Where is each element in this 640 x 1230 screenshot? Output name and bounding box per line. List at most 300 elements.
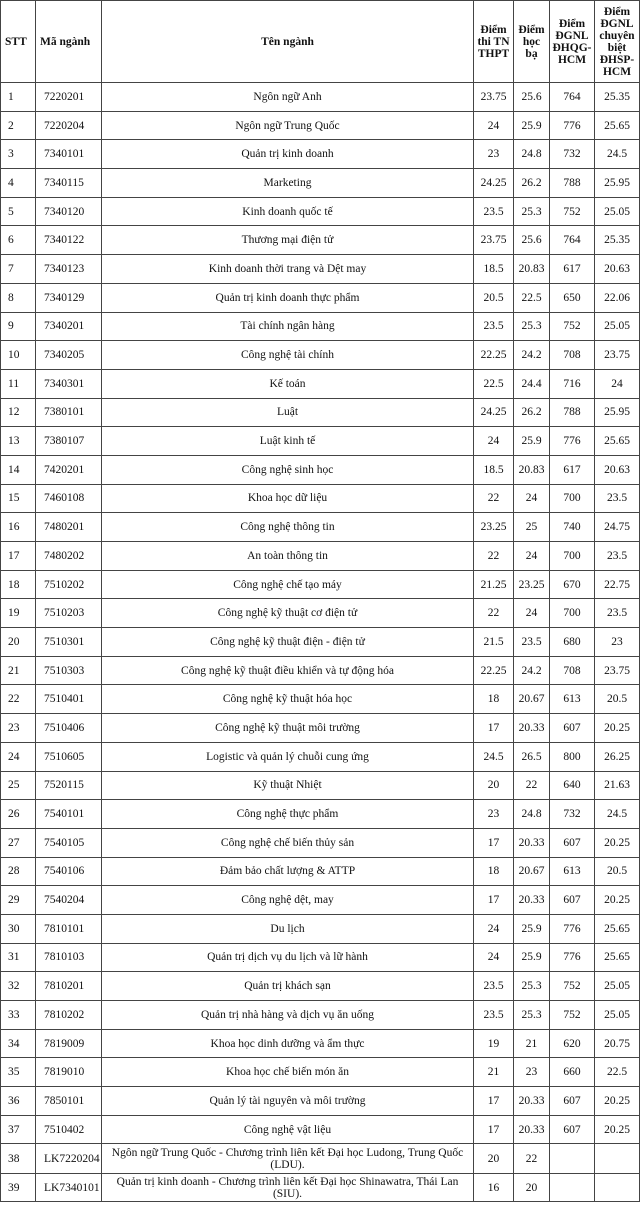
cell-code: 7340120 — [36, 197, 102, 226]
cell-name: Quản trị kinh doanh - Chương trình liên kết Đại học Shinawatra, Thái Lan (SIU). — [102, 1174, 474, 1202]
cell-hocba: 20.83 — [514, 255, 550, 284]
cell-stt: 36 — [1, 1087, 36, 1116]
cell-dgnl-dhsp: 25.05 — [595, 197, 640, 226]
cell-stt: 33 — [1, 1001, 36, 1030]
cell-dgnl-dhqg: 607 — [550, 1115, 595, 1144]
header-dgnl-dhqg: Điểm ĐGNL ĐHQG-HCM — [550, 1, 595, 83]
cell-dgnl-dhqg: 617 — [550, 255, 595, 284]
cell-name: Công nghệ thông tin — [102, 513, 474, 542]
table-row — [1, 283, 640, 312]
cell-name: Ngôn ngữ Trung Quốc - Chương trình liên kết Đại học Ludong, Trung Quốc (LDU). — [102, 1144, 474, 1174]
cell-dgnl-dhqg: 732 — [550, 140, 595, 169]
cell-stt: 16 — [1, 513, 36, 542]
cell-name: Công nghệ chế biến thủy sản — [102, 828, 474, 857]
cell-thpt: 22.5 — [474, 369, 514, 398]
table-row — [1, 542, 640, 571]
cell-dgnl-dhqg: 650 — [550, 283, 595, 312]
cell-stt: 26 — [1, 800, 36, 829]
cell-dgnl-dhsp — [595, 1144, 640, 1174]
header-stt: STT — [1, 1, 36, 83]
cell-code: 7340301 — [36, 369, 102, 398]
cell-name: Luật kinh tế — [102, 427, 474, 456]
cell-thpt: 17 — [474, 714, 514, 743]
table-row — [1, 169, 640, 198]
cell-stt: 25 — [1, 771, 36, 800]
cell-stt: 4 — [1, 169, 36, 198]
cell-code: 7510303 — [36, 656, 102, 685]
cell-stt: 28 — [1, 857, 36, 886]
cell-name: An toàn thông tin — [102, 542, 474, 571]
cell-name: Thương mại điện tử — [102, 226, 474, 255]
cell-hocba: 20.33 — [514, 828, 550, 857]
table-row — [1, 312, 640, 341]
cell-thpt: 18 — [474, 685, 514, 714]
cell-dgnl-dhqg: 752 — [550, 972, 595, 1001]
cell-dgnl-dhqg: 617 — [550, 455, 595, 484]
cell-thpt: 24 — [474, 111, 514, 140]
cell-thpt: 18.5 — [474, 255, 514, 284]
cell-code: 7520115 — [36, 771, 102, 800]
table-row — [1, 111, 640, 140]
table-row — [1, 1144, 640, 1174]
cell-dgnl-dhsp: 25.65 — [595, 914, 640, 943]
cell-name: Đảm bảo chất lượng & ATTP — [102, 857, 474, 886]
cell-code: 7810101 — [36, 914, 102, 943]
cell-hocba: 25.3 — [514, 312, 550, 341]
header-dgnl-dhsp: Điểm ĐGNL chuyên biệt ĐHSP-HCM — [595, 1, 640, 83]
cell-dgnl-dhsp: 21.63 — [595, 771, 640, 800]
cell-hocba: 26.2 — [514, 398, 550, 427]
cell-name: Quản trị khách sạn — [102, 972, 474, 1001]
cell-name: Quản trị kinh doanh thực phẩm — [102, 283, 474, 312]
cell-dgnl-dhqg: 788 — [550, 398, 595, 427]
cell-thpt: 22.25 — [474, 656, 514, 685]
cell-dgnl-dhsp: 23.5 — [595, 484, 640, 513]
cell-name: Quản trị nhà hàng và dịch vụ ăn uống — [102, 1001, 474, 1030]
cell-code: 7810202 — [36, 1001, 102, 1030]
table-header — [1, 1, 640, 83]
cell-code: 7850101 — [36, 1087, 102, 1116]
cell-code: 7340101 — [36, 140, 102, 169]
cell-dgnl-dhqg: 613 — [550, 685, 595, 714]
table-row — [1, 1174, 640, 1202]
table-row — [1, 857, 640, 886]
cell-name: Kinh doanh quốc tế — [102, 197, 474, 226]
cell-dgnl-dhsp: 26.25 — [595, 742, 640, 771]
cell-dgnl-dhsp: 20.25 — [595, 828, 640, 857]
cell-stt: 1 — [1, 83, 36, 112]
cell-stt: 7 — [1, 255, 36, 284]
cell-code: 7510202 — [36, 570, 102, 599]
cell-hocba: 23.25 — [514, 570, 550, 599]
cell-thpt: 24.5 — [474, 742, 514, 771]
cell-hocba: 24.8 — [514, 140, 550, 169]
table-row — [1, 255, 640, 284]
table-row — [1, 714, 640, 743]
cell-dgnl-dhsp: 22.5 — [595, 1058, 640, 1087]
cell-dgnl-dhqg: 607 — [550, 714, 595, 743]
cell-hocba: 25.6 — [514, 226, 550, 255]
cell-dgnl-dhsp: 20.25 — [595, 1087, 640, 1116]
cell-name: Tài chính ngân hàng — [102, 312, 474, 341]
cell-dgnl-dhsp: 20.5 — [595, 857, 640, 886]
cell-dgnl-dhqg: 764 — [550, 226, 595, 255]
cell-code: 7819010 — [36, 1058, 102, 1087]
cell-dgnl-dhsp: 24.5 — [595, 800, 640, 829]
cell-dgnl-dhsp: 25.65 — [595, 427, 640, 456]
cell-stt: 6 — [1, 226, 36, 255]
cell-dgnl-dhqg: 776 — [550, 914, 595, 943]
cell-hocba: 24.2 — [514, 341, 550, 370]
cell-thpt: 20.5 — [474, 283, 514, 312]
cell-hocba: 20.33 — [514, 1115, 550, 1144]
cell-thpt: 17 — [474, 1087, 514, 1116]
cell-name: Quản lý tài nguyên và môi trường — [102, 1087, 474, 1116]
table-row — [1, 886, 640, 915]
cell-thpt: 23.75 — [474, 83, 514, 112]
cell-name: Khoa học dinh dưỡng và ẩm thực — [102, 1029, 474, 1058]
cell-hocba: 22 — [514, 771, 550, 800]
cell-stt: 13 — [1, 427, 36, 456]
cell-dgnl-dhsp: 25.65 — [595, 943, 640, 972]
cell-name: Khoa học chế biến món ăn — [102, 1058, 474, 1087]
table-row — [1, 1115, 640, 1144]
cell-code: 7540101 — [36, 800, 102, 829]
cell-name: Công nghệ chế tạo máy — [102, 570, 474, 599]
table-row — [1, 369, 640, 398]
cell-dgnl-dhqg: 708 — [550, 341, 595, 370]
cell-code: 7340122 — [36, 226, 102, 255]
table-row — [1, 828, 640, 857]
table-body — [1, 83, 640, 1202]
cell-code: 7540204 — [36, 886, 102, 915]
table-row — [1, 484, 640, 513]
cell-hocba: 26.5 — [514, 742, 550, 771]
cell-dgnl-dhsp: 25.95 — [595, 398, 640, 427]
cell-thpt: 22.25 — [474, 341, 514, 370]
cell-dgnl-dhqg: 732 — [550, 800, 595, 829]
cell-name: Marketing — [102, 169, 474, 198]
cell-thpt: 22 — [474, 484, 514, 513]
header-name: Tên ngành — [102, 1, 474, 83]
cell-dgnl-dhqg: 660 — [550, 1058, 595, 1087]
cell-name: Công nghệ sinh học — [102, 455, 474, 484]
cell-thpt: 24 — [474, 943, 514, 972]
cell-stt: 22 — [1, 685, 36, 714]
table-row — [1, 398, 640, 427]
cell-stt: 11 — [1, 369, 36, 398]
cell-dgnl-dhqg: 752 — [550, 312, 595, 341]
cell-code: 7380107 — [36, 427, 102, 456]
cell-hocba: 20.33 — [514, 1087, 550, 1116]
table-row — [1, 914, 640, 943]
cell-dgnl-dhsp: 20.25 — [595, 1115, 640, 1144]
cell-thpt: 17 — [474, 1115, 514, 1144]
cell-thpt: 17 — [474, 828, 514, 857]
cell-dgnl-dhqg: 764 — [550, 83, 595, 112]
cell-stt: 20 — [1, 628, 36, 657]
cell-dgnl-dhqg: 607 — [550, 1087, 595, 1116]
cell-thpt: 23.5 — [474, 197, 514, 226]
cell-thpt: 18 — [474, 857, 514, 886]
cell-hocba: 21 — [514, 1029, 550, 1058]
cell-hocba: 24 — [514, 542, 550, 571]
cell-stt: 3 — [1, 140, 36, 169]
cell-dgnl-dhsp: 23.5 — [595, 599, 640, 628]
cell-thpt: 24 — [474, 914, 514, 943]
cell-hocba: 20.67 — [514, 685, 550, 714]
cell-hocba: 25.3 — [514, 1001, 550, 1030]
cell-name: Công nghệ kỹ thuật điều khiển và tự động hóa — [102, 656, 474, 685]
cell-stt: 38 — [1, 1144, 36, 1174]
cell-dgnl-dhsp: 22.75 — [595, 570, 640, 599]
cell-code: 7510402 — [36, 1115, 102, 1144]
cell-stt: 23 — [1, 714, 36, 743]
table-row — [1, 1029, 640, 1058]
cell-dgnl-dhqg: 708 — [550, 656, 595, 685]
table-row — [1, 570, 640, 599]
cell-dgnl-dhqg: 680 — [550, 628, 595, 657]
cell-dgnl-dhqg: 607 — [550, 828, 595, 857]
cell-dgnl-dhsp: 24.5 — [595, 140, 640, 169]
cell-code: 7480201 — [36, 513, 102, 542]
table-row — [1, 972, 640, 1001]
cell-code: 7510406 — [36, 714, 102, 743]
cell-dgnl-dhsp: 20.25 — [595, 714, 640, 743]
cell-name: Ngôn ngữ Trung Quốc — [102, 111, 474, 140]
cell-dgnl-dhqg: 776 — [550, 111, 595, 140]
table-row — [1, 685, 640, 714]
cell-stt: 5 — [1, 197, 36, 226]
table-row — [1, 513, 640, 542]
cell-thpt: 20 — [474, 1144, 514, 1174]
cell-name: Luật — [102, 398, 474, 427]
cell-thpt: 21.5 — [474, 628, 514, 657]
cell-dgnl-dhsp — [595, 1174, 640, 1202]
cell-dgnl-dhqg: 752 — [550, 197, 595, 226]
cell-thpt: 21.25 — [474, 570, 514, 599]
cell-stt: 32 — [1, 972, 36, 1001]
cell-name: Công nghệ tài chính — [102, 341, 474, 370]
cell-code: 7540105 — [36, 828, 102, 857]
cell-stt: 14 — [1, 455, 36, 484]
cell-dgnl-dhqg: 776 — [550, 427, 595, 456]
cell-name: Kinh doanh thời trang và Dệt may — [102, 255, 474, 284]
cell-dgnl-dhsp: 25.95 — [595, 169, 640, 198]
cell-hocba: 25.3 — [514, 197, 550, 226]
cell-hocba: 25.6 — [514, 83, 550, 112]
cell-stt: 24 — [1, 742, 36, 771]
table-row — [1, 1058, 640, 1087]
cell-dgnl-dhqg: 752 — [550, 1001, 595, 1030]
cell-code: 7340123 — [36, 255, 102, 284]
table-row — [1, 800, 640, 829]
cell-hocba: 20.33 — [514, 714, 550, 743]
cell-dgnl-dhqg: 788 — [550, 169, 595, 198]
cell-name: Công nghệ kỹ thuật điện - điện tử — [102, 628, 474, 657]
cell-stt: 39 — [1, 1174, 36, 1202]
cell-hocba: 20.33 — [514, 886, 550, 915]
cell-thpt: 18.5 — [474, 455, 514, 484]
cell-stt: 10 — [1, 341, 36, 370]
cell-dgnl-dhsp: 25.65 — [595, 111, 640, 140]
cell-thpt: 23 — [474, 140, 514, 169]
cell-thpt: 20 — [474, 771, 514, 800]
cell-name: Công nghệ kỹ thuật môi trường — [102, 714, 474, 743]
cell-thpt: 19 — [474, 1029, 514, 1058]
cell-code: 7220204 — [36, 111, 102, 140]
cell-code: 7460108 — [36, 484, 102, 513]
cell-stt: 37 — [1, 1115, 36, 1144]
cell-code: 7510605 — [36, 742, 102, 771]
table-row — [1, 197, 640, 226]
table-row — [1, 742, 640, 771]
cell-hocba: 25.9 — [514, 943, 550, 972]
cell-dgnl-dhqg: 800 — [550, 742, 595, 771]
cell-dgnl-dhsp: 23.75 — [595, 656, 640, 685]
cell-dgnl-dhqg: 640 — [550, 771, 595, 800]
cell-thpt: 24 — [474, 427, 514, 456]
cell-name: Công nghệ dệt, may — [102, 886, 474, 915]
cell-code: 7220201 — [36, 83, 102, 112]
cell-name: Logistic và quản lý chuỗi cung ứng — [102, 742, 474, 771]
table-row — [1, 83, 640, 112]
cell-thpt: 17 — [474, 886, 514, 915]
cell-hocba: 22 — [514, 1144, 550, 1174]
cell-dgnl-dhsp: 22.06 — [595, 283, 640, 312]
table-row — [1, 628, 640, 657]
cell-stt: 35 — [1, 1058, 36, 1087]
cell-hocba: 20.83 — [514, 455, 550, 484]
cell-hocba: 24 — [514, 599, 550, 628]
cell-code: 7810201 — [36, 972, 102, 1001]
cell-hocba: 25.9 — [514, 427, 550, 456]
cell-code: LK7340101 — [36, 1174, 102, 1202]
cell-code: 7510301 — [36, 628, 102, 657]
cell-code: 7480202 — [36, 542, 102, 571]
cell-dgnl-dhqg: 700 — [550, 599, 595, 628]
header-code: Mã ngành — [36, 1, 102, 83]
cell-dgnl-dhsp: 20.63 — [595, 255, 640, 284]
cell-stt: 34 — [1, 1029, 36, 1058]
cell-hocba: 25.3 — [514, 972, 550, 1001]
cell-dgnl-dhqg: 700 — [550, 542, 595, 571]
table-row — [1, 943, 640, 972]
cell-hocba: 24.2 — [514, 656, 550, 685]
cell-stt: 21 — [1, 656, 36, 685]
cell-code: 7380101 — [36, 398, 102, 427]
cell-hocba: 20.67 — [514, 857, 550, 886]
cell-stt: 15 — [1, 484, 36, 513]
cell-stt: 31 — [1, 943, 36, 972]
cell-hocba: 24.8 — [514, 800, 550, 829]
cell-thpt: 23.75 — [474, 226, 514, 255]
cell-dgnl-dhsp: 25.05 — [595, 1001, 640, 1030]
cell-code: LK7220204 — [36, 1144, 102, 1174]
cell-dgnl-dhsp: 23.5 — [595, 542, 640, 571]
cell-dgnl-dhsp: 23.75 — [595, 341, 640, 370]
cell-dgnl-dhsp: 25.35 — [595, 83, 640, 112]
cell-hocba: 24 — [514, 484, 550, 513]
cell-hocba: 24.4 — [514, 369, 550, 398]
cell-stt: 30 — [1, 914, 36, 943]
cell-code: 7340115 — [36, 169, 102, 198]
cell-thpt: 23.5 — [474, 312, 514, 341]
cell-dgnl-dhsp: 25.35 — [595, 226, 640, 255]
cell-code: 7340205 — [36, 341, 102, 370]
cell-thpt: 21 — [474, 1058, 514, 1087]
cell-thpt: 23.25 — [474, 513, 514, 542]
cell-code: 7420201 — [36, 455, 102, 484]
cell-code: 7810103 — [36, 943, 102, 972]
cell-dgnl-dhqg: 607 — [550, 886, 595, 915]
cell-dgnl-dhqg — [550, 1144, 595, 1174]
cell-code: 7340129 — [36, 283, 102, 312]
cell-dgnl-dhsp: 23 — [595, 628, 640, 657]
cell-dgnl-dhqg: 620 — [550, 1029, 595, 1058]
cell-hocba: 25 — [514, 513, 550, 542]
cell-stt: 8 — [1, 283, 36, 312]
cell-dgnl-dhsp: 25.05 — [595, 312, 640, 341]
table-row — [1, 427, 640, 456]
cell-dgnl-dhqg: 670 — [550, 570, 595, 599]
header-thpt: Điểm thi TN THPT — [474, 1, 514, 83]
cell-thpt: 24.25 — [474, 169, 514, 198]
cell-hocba: 23.5 — [514, 628, 550, 657]
cell-dgnl-dhqg: 740 — [550, 513, 595, 542]
cell-dgnl-dhqg: 716 — [550, 369, 595, 398]
cell-dgnl-dhsp: 24.75 — [595, 513, 640, 542]
cell-stt: 12 — [1, 398, 36, 427]
cell-dgnl-dhqg: 700 — [550, 484, 595, 513]
cell-stt: 19 — [1, 599, 36, 628]
cell-name: Khoa học dữ liệu — [102, 484, 474, 513]
cell-hocba: 22.5 — [514, 283, 550, 312]
cell-stt: 2 — [1, 111, 36, 140]
cell-name: Quản trị dịch vụ du lịch và lữ hành — [102, 943, 474, 972]
cell-hocba: 25.9 — [514, 914, 550, 943]
cell-thpt: 24.25 — [474, 398, 514, 427]
cell-code: 7540106 — [36, 857, 102, 886]
cell-name: Ngôn ngữ Anh — [102, 83, 474, 112]
cell-dgnl-dhqg: 776 — [550, 943, 595, 972]
cell-name: Công nghệ vật liệu — [102, 1115, 474, 1144]
table-row — [1, 455, 640, 484]
cell-hocba: 23 — [514, 1058, 550, 1087]
table-row — [1, 599, 640, 628]
cell-dgnl-dhsp: 20.75 — [595, 1029, 640, 1058]
cell-thpt: 23.5 — [474, 1001, 514, 1030]
cell-dgnl-dhsp: 20.63 — [595, 455, 640, 484]
table-row — [1, 771, 640, 800]
cell-name: Quản trị kinh doanh — [102, 140, 474, 169]
table-row — [1, 1087, 640, 1116]
cell-name: Công nghệ kỹ thuật hóa học — [102, 685, 474, 714]
cell-dgnl-dhsp: 20.5 — [595, 685, 640, 714]
cell-hocba: 26.2 — [514, 169, 550, 198]
cell-name: Kỹ thuật Nhiệt — [102, 771, 474, 800]
cell-dgnl-dhsp: 25.05 — [595, 972, 640, 1001]
table-row — [1, 656, 640, 685]
cell-thpt: 16 — [474, 1174, 514, 1202]
cell-dgnl-dhsp: 20.25 — [595, 886, 640, 915]
table-row — [1, 1001, 640, 1030]
cell-thpt: 23 — [474, 800, 514, 829]
cell-name: Kế toán — [102, 369, 474, 398]
cell-hocba: 25.9 — [514, 111, 550, 140]
table-row — [1, 341, 640, 370]
cell-stt: 27 — [1, 828, 36, 857]
